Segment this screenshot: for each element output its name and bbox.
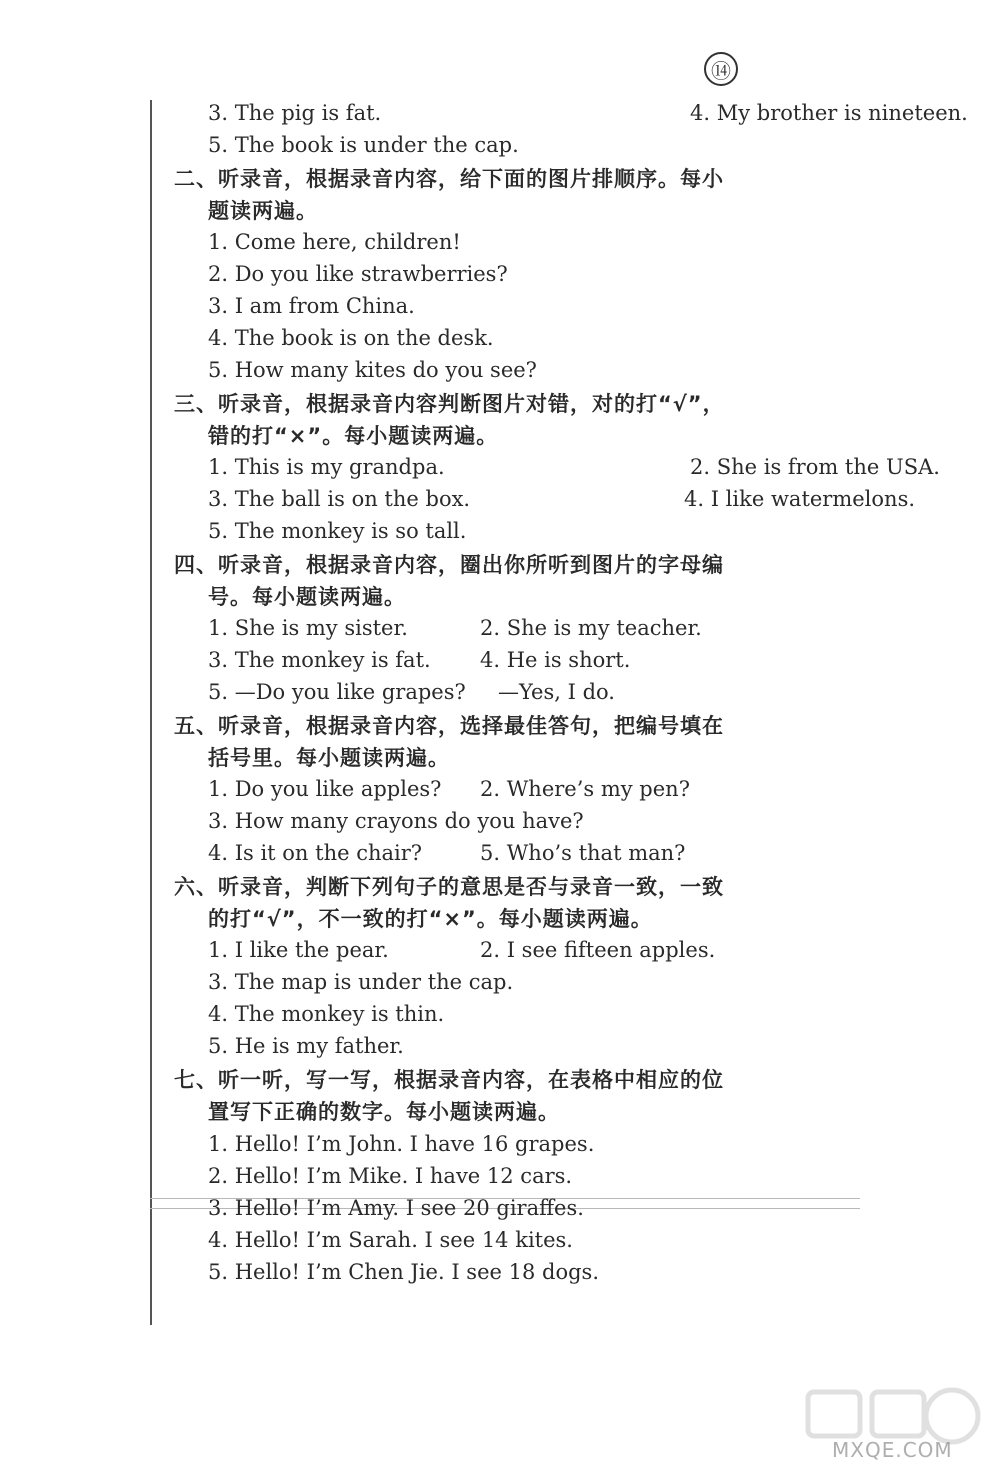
sentence-line: 5. Hello! I’m Chen Jie. I see 18 dogs.: [208, 1260, 599, 1284]
sentence-line: 5. The book is under the cap.: [208, 133, 519, 157]
sentence-line: 4. The book is on the desk.: [208, 326, 494, 350]
sentence-line: 4. The monkey is thin.: [208, 1002, 445, 1026]
sentence-line: 5. He is my father.: [208, 1034, 404, 1058]
section-heading: 括号里。每小题读两遍。: [208, 746, 450, 770]
sentence-line: 3. The monkey is fat. 4. He is short.: [208, 648, 631, 672]
sentence-line: 3. The map is under the cap.: [208, 970, 514, 994]
section-heading: 六、听录音，判断下列句子的意思是否与录音一致，一致: [174, 875, 724, 899]
page-number: ⑭: [704, 52, 738, 86]
sentence-line: 5. The monkey is so tall.: [208, 519, 467, 543]
sentence-line: 3. The pig is fat. 4. My brother is nineteen.: [208, 101, 968, 125]
sentence-line: 4. Hello! I’m Sarah. I see 14 kites.: [208, 1228, 573, 1252]
sentence-line: 4. Is it on the chair? 5. Who’s that man?: [208, 841, 686, 865]
sentence-line: 3. Hello! I’m Amy. I see 20 giraffes.: [208, 1196, 584, 1220]
section-heading: 的打“√”，不一致的打“×”。每小题读两遍。: [208, 907, 653, 931]
section-heading: 二、听录音，根据录音内容，给下面的图片排顺序。每小: [174, 167, 724, 191]
section-heading: 三、听录音，根据录音内容判断图片对错，对的打“√”，: [174, 392, 725, 416]
sentence-line: 1. Come here, children!: [208, 230, 461, 254]
watermark-url: MXQE.COM: [832, 1438, 953, 1462]
section-heading: 七、听一听，写一写，根据录音内容，在表格中相应的位: [174, 1068, 724, 1092]
sentence-line: 1. This is my grandpa. 2. She is from the USA.: [208, 455, 940, 479]
sentence-line: 2. Do you like strawberries?: [208, 262, 508, 286]
sentence-line: 5. —Do you like grapes? —Yes, I do.: [208, 680, 615, 704]
section-heading: 五、听录音，根据录音内容，选择最佳答句，把编号填在: [174, 714, 724, 738]
sentence-line: 1. I like the pear. 2. I see fifteen apples.: [208, 938, 716, 962]
sentence-line: 5. How many kites do you see?: [208, 358, 537, 382]
sentence-line: 3. How many crayons do you have?: [208, 809, 584, 833]
sentence-line: 3. I am from China.: [208, 294, 415, 318]
section-heading: 错的打“×”。每小题读两遍。: [208, 424, 499, 448]
section-heading: 四、听录音，根据录音内容，圈出你所听到图片的字母编: [174, 553, 724, 577]
sentence-line: 3. The ball is on the box. 4. I like watermelons.: [208, 487, 916, 511]
sentence-line: 2. Hello! I’m Mike. I have 12 cars.: [208, 1164, 573, 1188]
left-margin-rule: [150, 100, 152, 1325]
section-heading: 号。每小题读两遍。: [208, 585, 406, 609]
sentence-line: 1. Do you like apples? 2. Where’s my pen?: [208, 777, 690, 801]
sentence-line: 1. Hello! I’m John. I have 16 grapes.: [208, 1132, 595, 1156]
section-heading: 置写下正确的数字。每小题读两遍。: [208, 1100, 560, 1124]
section-heading: 题读两遍。: [208, 199, 318, 223]
sentence-line: 1. She is my sister. 2. She is my teacher.: [208, 616, 702, 640]
